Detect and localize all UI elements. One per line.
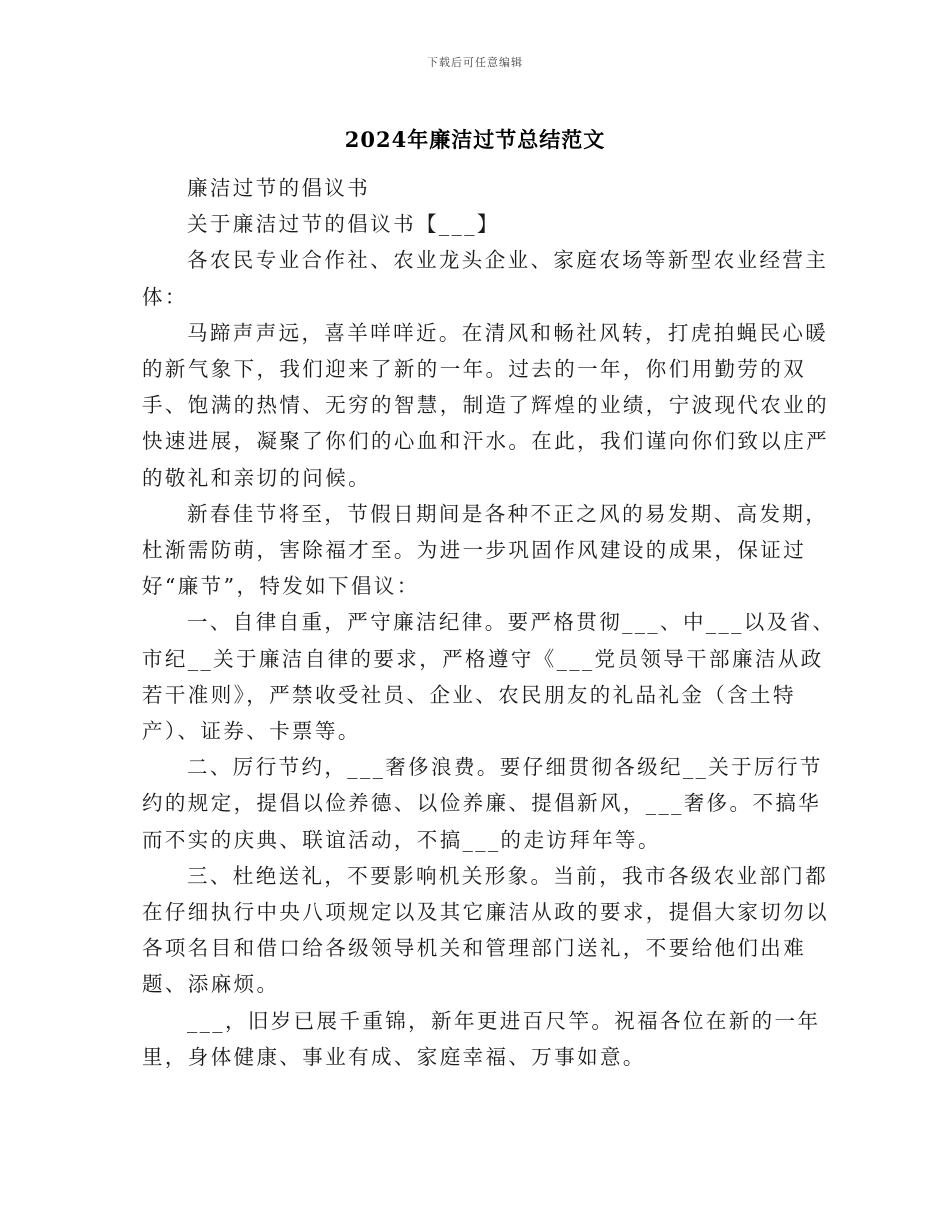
paragraph-point-2: 二、厉行节约，___奢侈浪费。要仔细贯彻各级纪__关于厉行节约的规定，提倡以俭养德、以俭养廉、提倡新风，___奢侈。不搞华而不实的庆典、联谊活动，不搞___的走访拜年等。 xyxy=(142,755,823,852)
paragraph-point-3: 三、杜绝送礼，不要影响机关形象。当前，我市各级农业部门都在仔细执行中央八项规定以及其它廉洁从政的要求，提倡大家切勿以各项名目和借口给各级领导机关和管理部门送礼，不要给他们出难题、添麻烦。 xyxy=(142,863,829,997)
document-title: 2024年廉洁过节总结范文 xyxy=(344,127,606,152)
paragraph-opening: 马蹄声声远，喜羊咩咩近。在清风和畅社风转，打虎拍蝇民心暖的新气象下，我们迎来了新的一年。过去的一年，你们用勤劳的双手、饱满的热情、无穷的智慧，制造了辉煌的业绩，宁波现代农业的快速进展，凝聚了你们的心血和汗水。在此，我们谨向你们致以庄严的敬礼和亲切的问候。 xyxy=(142,320,829,490)
paragraph-salutation: 各农民专业合作社、农业龙头企业、家庭农场等新型农业经营主体： xyxy=(142,248,829,309)
header-note: 下载后可任意编辑 xyxy=(427,56,523,69)
document-body xyxy=(142,170,842,1075)
paragraph-intro: 新春佳节将至，节假日期间是各种不正之风的易发期、高发期，杜渐需防萌，害除福才至。为进一步巩固作风建设的成果，保证过好“廉节”，特发如下倡议： xyxy=(142,501,829,599)
paragraph-point-1: 一、自律自重，严守廉洁纪律。要严格贯彻___、中___以及省、市纪__关于廉洁自律的要求，严格遵守《___党员领导干部廉洁从政若干准则》，严禁收受社员、企业、农民朋友的礼品礼金（含土特产）、证券、卡票等。 xyxy=(142,610,836,744)
paragraph-subtitle: 廉洁过节的倡议书 xyxy=(187,176,371,200)
paragraph-heading: 关于廉洁过节的倡议书【___】 xyxy=(187,212,500,237)
paragraph-closing: ___，旧岁已展千重锦，新年更进百尺竿。祝福各位在新的一年里，身体健康、事业有成、家庭幸福、万事如意。 xyxy=(142,1008,821,1069)
